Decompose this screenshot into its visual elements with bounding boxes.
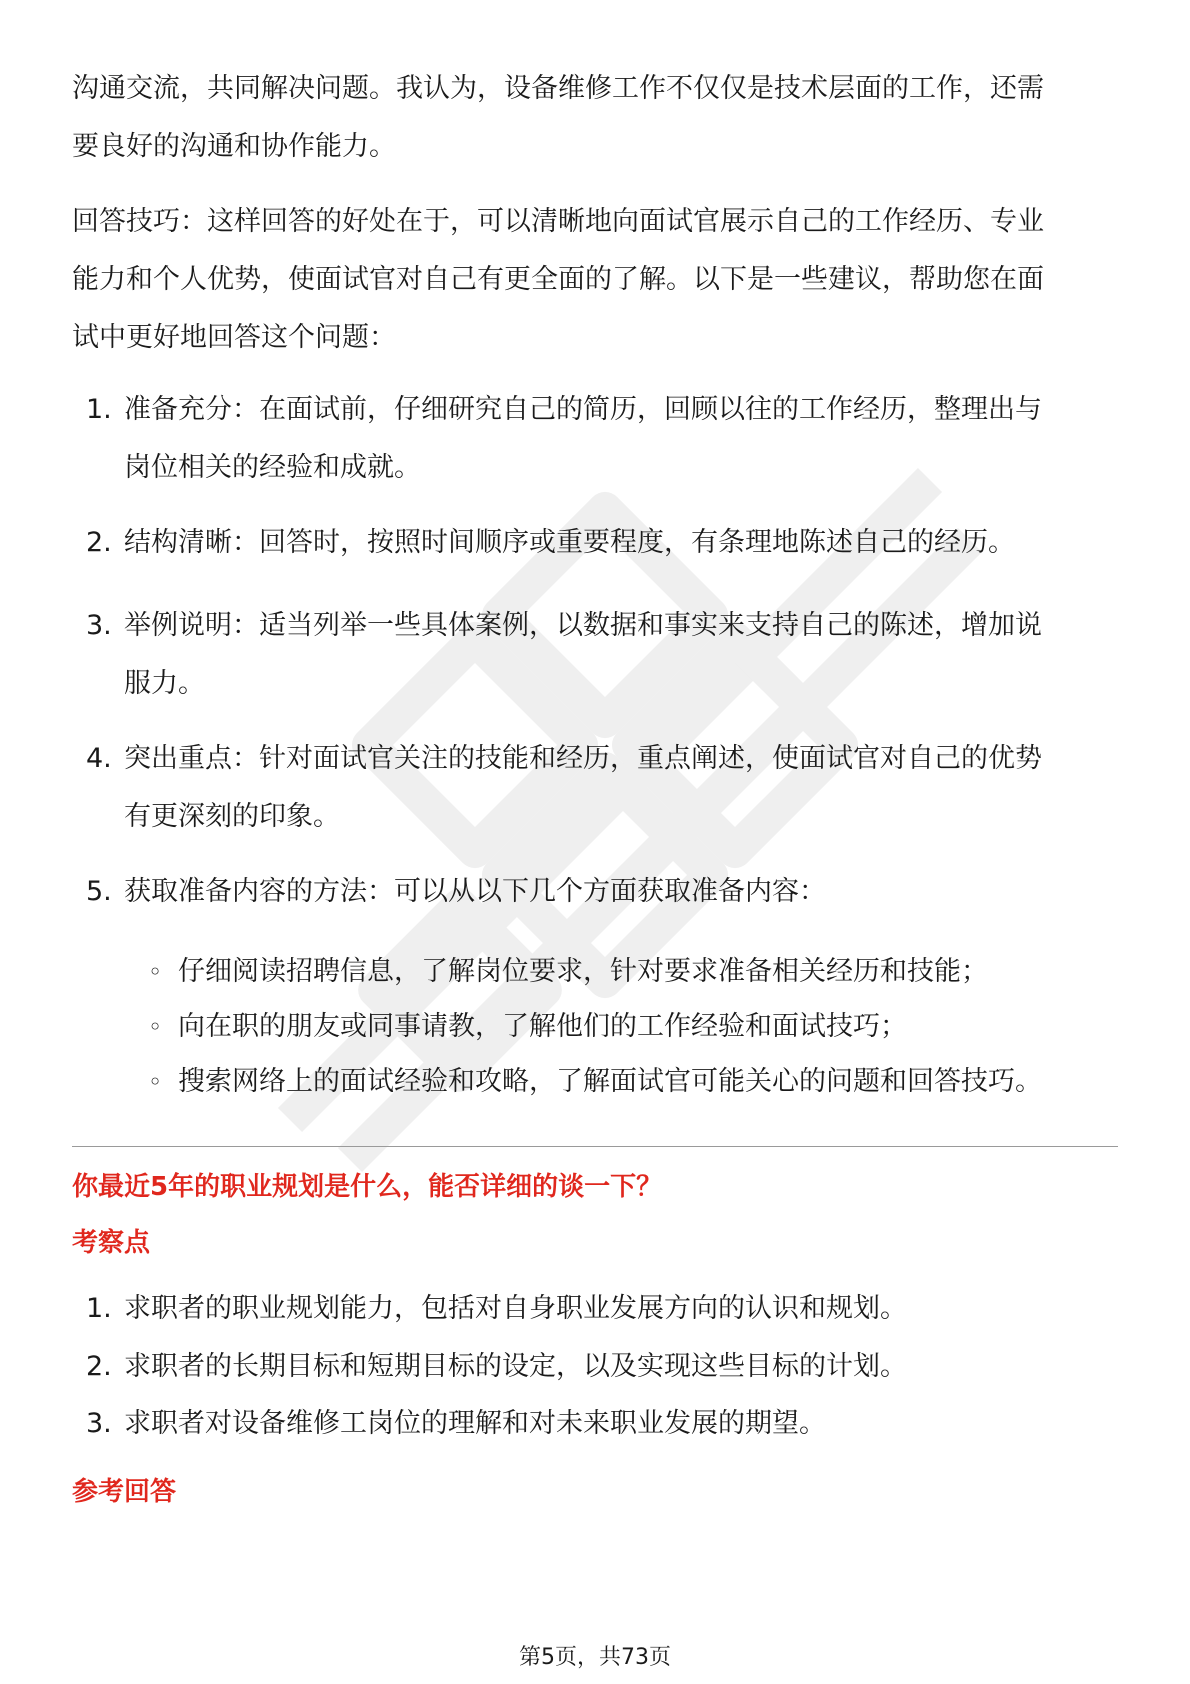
text-line: 岗位相关的经验和成就。 — [124, 452, 421, 483]
bullet-icon: ◦ — [148, 1013, 163, 1041]
text-line: 求职者的职业规划能力，包括对自身职业发展方向的认识和规划。 — [124, 1293, 907, 1324]
section-divider — [72, 1146, 1118, 1147]
text-line: 获取准备内容的方法：可以从以下几个方面获取准备内容： — [124, 876, 826, 907]
list-number: 4. — [86, 743, 112, 774]
list-number: 2. — [86, 1351, 112, 1382]
list-number: 2. — [86, 527, 112, 558]
sub-list-text: 向在职的朋友或同事请教，了解他们的工作经验和面试技巧； — [178, 1011, 907, 1042]
text-line: 要良好的沟通和协作能力。 — [72, 131, 396, 162]
text-line: 结构清晰：回答时，按照时间顺序或重要程度，有条理地陈述自己的经历。 — [124, 527, 1015, 558]
text-line: 准备充分：在面试前，仔细研究自己的简历，回顾以往的工作经历，整理出与 — [124, 394, 1042, 425]
text-line: 能力和个人优势，使面试官对自己有更全面的了解。以下是一些建议，帮助您在面 — [72, 264, 1044, 295]
list-number: 1. — [86, 394, 112, 425]
list-number: 1. — [86, 1293, 112, 1324]
text-line: 回答技巧：这样回答的好处在于，可以清晰地向面试官展示自己的工作经历、专业 — [72, 206, 1044, 237]
text-line: 服力。 — [124, 668, 205, 699]
text-line: 试中更好地回答这个问题： — [72, 322, 396, 353]
question-title: 你最近5年的职业规划是什么，能否详细的谈一下？ — [72, 1172, 663, 1202]
text-line: 有更深刻的印象。 — [124, 801, 340, 832]
answer-heading: 参考回答 — [72, 1477, 177, 1507]
text-line: 沟通交流，共同解决问题。我认为，设备维修工作不仅仅是技术层面的工作，还需 — [72, 73, 1044, 104]
text-line: 举例说明：适当列举一些具体案例，以数据和事实来支持自己的陈述，增加说 — [124, 610, 1042, 641]
tips-paragraph — [72, 193, 1118, 367]
points-heading: 考察点 — [72, 1228, 151, 1258]
sub-list-text: 仔细阅读招聘信息，了解岗位要求，针对要求准备相关经历和技能； — [178, 956, 988, 987]
list-number: 3. — [86, 1408, 112, 1439]
sub-list-text: 搜索网络上的面试经验和攻略，了解面试官可能关心的问题和回答技巧。 — [178, 1066, 1042, 1097]
list-number: 5. — [86, 876, 112, 907]
bullet-icon: ◦ — [148, 1068, 163, 1096]
text-line: 求职者对设备维修工岗位的理解和对未来职业发展的期望。 — [124, 1408, 826, 1439]
list-number: 3. — [86, 610, 112, 641]
bullet-icon: ◦ — [148, 958, 163, 986]
text-line: 求职者的长期目标和短期目标的设定，以及实现这些目标的计划。 — [124, 1351, 907, 1382]
text-line: 突出重点：针对面试官关注的技能和经历，重点阐述，使面试官对自己的优势 — [124, 743, 1042, 774]
page-number: 第5页，共73页 — [519, 1645, 671, 1670]
intro-paragraph — [72, 60, 1118, 176]
